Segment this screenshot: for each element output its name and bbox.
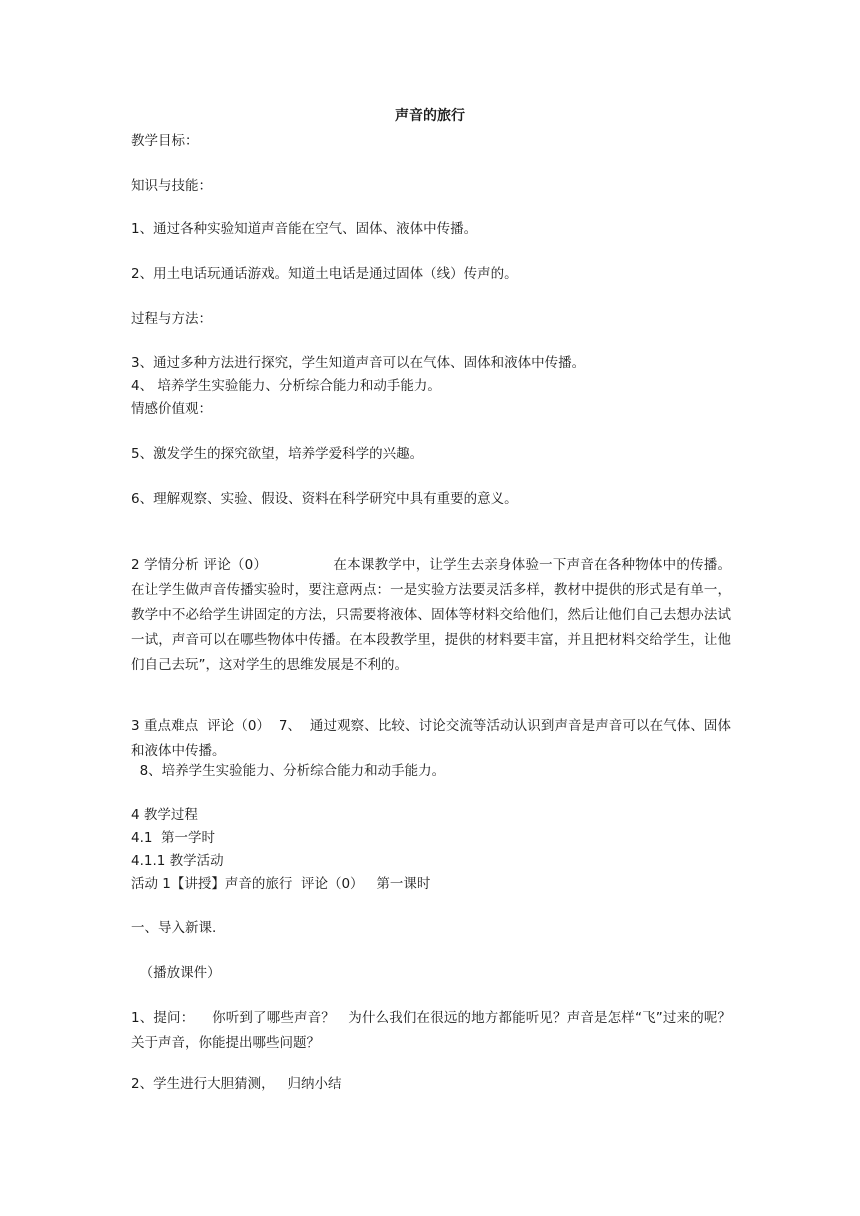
- goal-item-5: 5、激发学生的探究欲望，培养学爱科学的兴趣。: [131, 446, 424, 462]
- emotion-heading: 情感价值观：: [131, 401, 212, 417]
- section-key-points: [131, 714, 731, 764]
- section-4-1: 4.1 第一学时: [131, 830, 216, 846]
- goal-item-6: 6、理解观察、实验、假设、资料在科学研究中具有重要的意义。: [131, 491, 518, 507]
- section-2-body: 在本课教学中，让学生去亲身体验一下声音在各种物体中的传播。在让学生做声音传播实验时，要注意两点：一是实验方法要灵活多样，教材中提供的形式是有单一，教学中不必给学生讲固定的方法，只需要将液体、固体等材料交给他们，然后让他们自己去想办法试一试，声音可以在哪些物体中传播。在本段教学里，提供的材料要丰富，并且把材料交给学生，让他们自己去玩”，这对学生的思维发展是不利的。: [131, 557, 732, 673]
- knowledge-heading: 知识与技能：: [131, 178, 212, 194]
- guess-line: 2、学生进行大胆猜测， 归纳小结: [131, 1076, 342, 1092]
- section-2-label: 2 学情分析 评论（0）: [131, 557, 268, 573]
- section-4-1-1: 4.1.1 教学活动: [131, 853, 224, 869]
- section-learner-analysis: [131, 553, 731, 678]
- goal-item-1: 1、通过各种实验知道声音能在空气、固体、液体中传播。: [131, 221, 478, 237]
- section-3-body: 通过观察、比较、讨论交流等活动认识到声音是声音可以在气体、固体和液体中传播。: [131, 718, 732, 759]
- process-heading: 过程与方法：: [131, 311, 212, 327]
- goal-item-4: 4、 培养学生实验能力、分析综合能力和动手能力。: [131, 378, 441, 394]
- activity-1: 活动 1【讲授】声音的旅行 评论（0） 第一课时: [131, 876, 431, 892]
- goals-heading: 教学目标：: [131, 133, 199, 149]
- goal-item-2: 2、用土电话玩通话游戏。知道土电话是通过固体（线）传声的。: [131, 266, 518, 282]
- intro-line: 一、导入新课.: [131, 920, 217, 936]
- section-3-label: 3 重点难点 评论（0） 7、: [131, 718, 310, 734]
- section-4-heading: 4 教学过程: [131, 807, 198, 823]
- play-courseware: （播放课件）: [131, 965, 221, 981]
- goal-item-3: 3、通过多种方法进行探究，学生知道声音可以在气体、固体和液体中传播。: [131, 355, 586, 371]
- key-item-8: 8、培养学生实验能力、分析综合能力和动手能力。: [131, 763, 446, 779]
- question-paragraph: 1、提问： 你听到了哪些声音？ 为什么我们在很远的地方都能听见？声音是怎样“飞”过来的呢？关于声音，你能提出哪些问题？: [131, 1010, 731, 1051]
- document-title: 声音的旅行: [395, 108, 465, 124]
